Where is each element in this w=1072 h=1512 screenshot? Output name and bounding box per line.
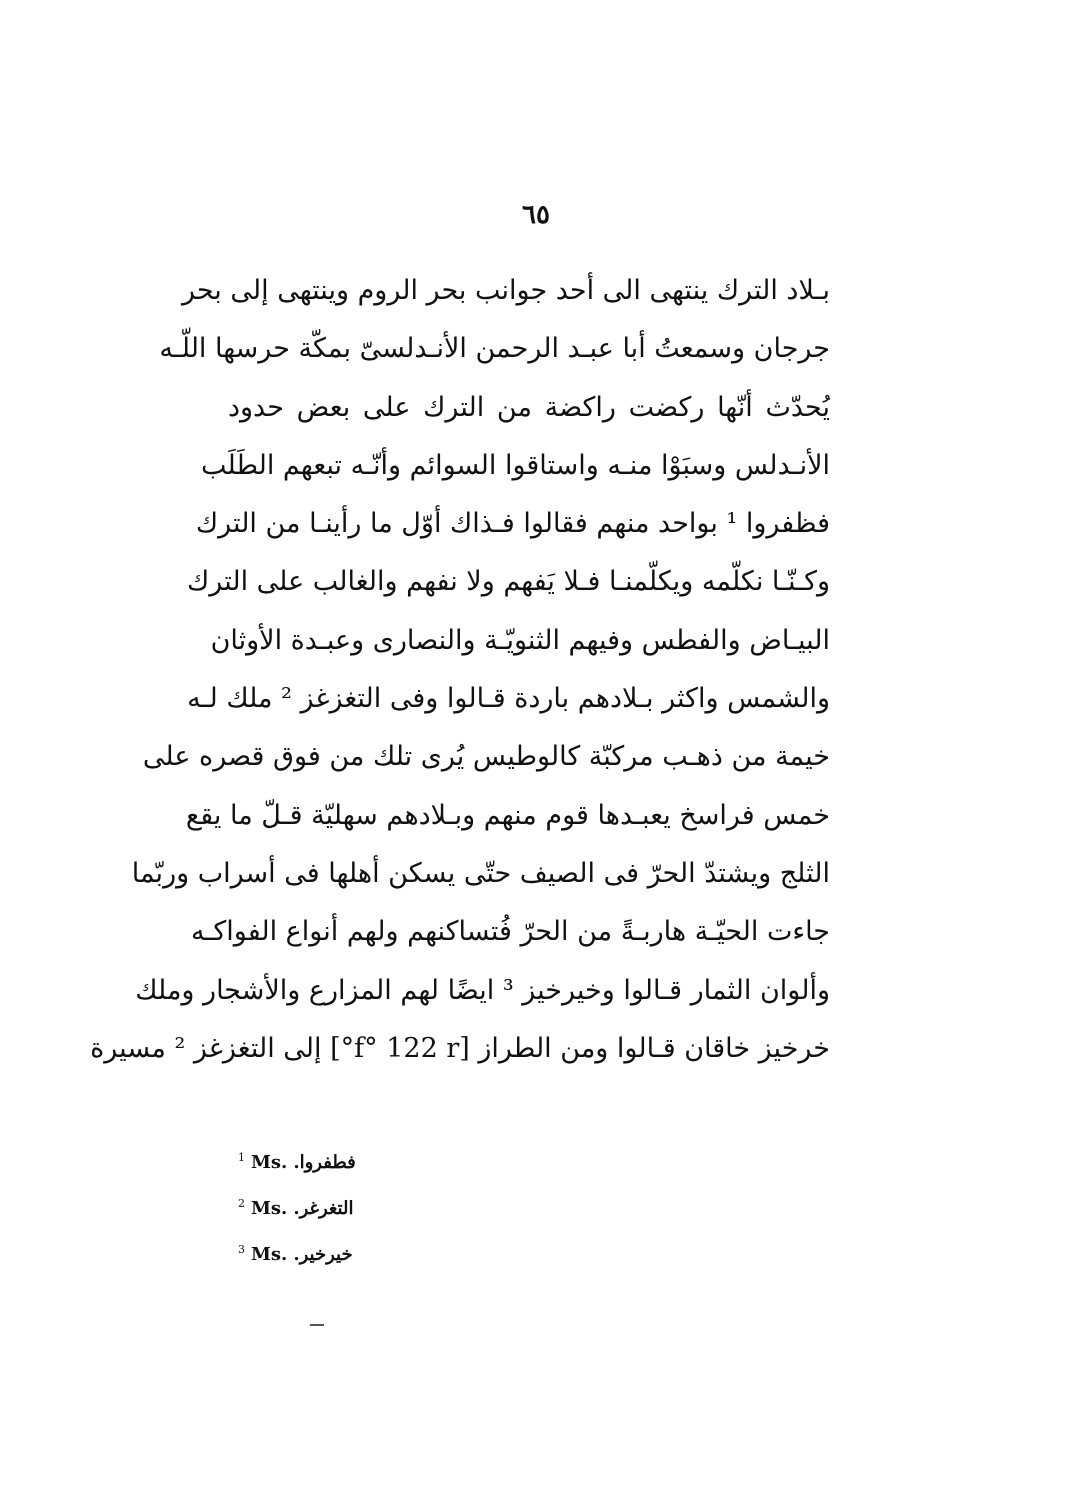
text-line: الأنـدلس وسبَوْا منـه واستاقوا السوائم وأنّـه تبعهم الطَلَب	[201, 449, 830, 481]
text-line: البيـاض والفطس وفيهم الثنويّـة والنصارى وعبـدة الأوثان	[210, 624, 830, 656]
text-line: بـلاد الترك ينتهى الى أحد جوانب بحر الروم وينتهى إلى بحر	[181, 275, 830, 306]
footnote-ms-label: Ms.	[251, 1244, 288, 1265]
page-number: ٦٥	[522, 200, 550, 230]
text-line: خمس فراسخ يعبـدها قوم منهم وبـلادهم سهليّة قـلّ ما يقع	[185, 799, 830, 831]
footnote-marker: 3	[238, 1243, 245, 1256]
footnote-3	[238, 1227, 538, 1273]
text-line: خيمة من ذهـب مركبّة كالوطيس يُرى تلك من فوق قصره على	[142, 741, 830, 773]
footnote-reading: فطفروا.	[293, 1152, 356, 1173]
text-line: يُحدّث أنّها ركضت راكضة من الترك على بعض حدود	[228, 391, 830, 423]
scan-speck	[310, 1324, 324, 1326]
footnote-reading: خيرخير.	[293, 1244, 353, 1265]
text-line: خرخيز خاقان قـالوا ومن الطراز [f° 122 r°] إلى التغزغز ² مسيرة	[90, 1032, 830, 1064]
text-line: والشمس واكثر بـلادهم باردة قـالوا وفى التغزغز ² ملك لـه	[187, 683, 830, 715]
footnote-1	[238, 1135, 538, 1181]
footnote-marker: 2	[238, 1197, 245, 1210]
footnote-reading: التغرغر.	[293, 1198, 354, 1219]
footnotes	[238, 1135, 538, 1273]
text-line: وألوان الثمار قـالوا وخيرخيز ³ ايضًا لهم المزارع والأشجار وملك	[135, 974, 830, 1006]
footnote-ms-label: Ms.	[251, 1152, 288, 1173]
footnote-2	[238, 1181, 538, 1227]
text-line: فظفروا ¹ بواحد منهم فقالوا فـذاك أوّل ما رأينـا من الترك	[195, 508, 830, 540]
body-text	[90, 262, 830, 1078]
text-line: جاءت الحيّـة هاربـةً من الحرّ فُتساكنهم ولهم أنواع الفواكـه	[191, 916, 830, 948]
footnote-marker: 1	[238, 1151, 245, 1164]
text-line: وكـنّـا نكلّمه ويكلّمنـا فـلا يَفهم ولا نفهم والغالب على الترك	[187, 566, 830, 598]
text-line: الثلج ويشتدّ الحرّ فى الصيف حتّى يسكن أهلها فى أسراب وربّما	[131, 857, 830, 889]
text-line: جرجان وسمعتُ أبا عبـد الرحمن الأنـدلسىّ بمكّة حرسها اللّـه	[159, 333, 830, 365]
footnote-ms-label: Ms.	[251, 1198, 288, 1219]
